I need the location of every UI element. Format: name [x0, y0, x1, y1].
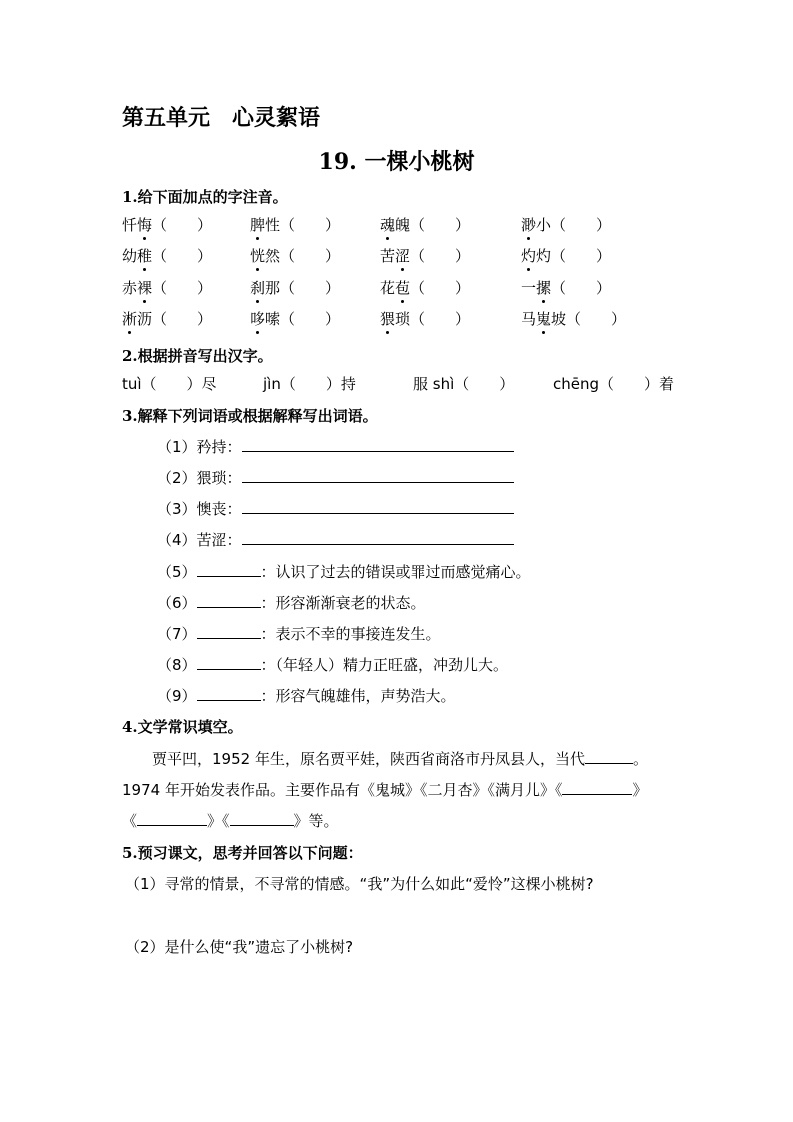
q1-dotted-char: 裸: [137, 279, 153, 297]
q1-item-suffix: 那（ ）: [265, 279, 341, 297]
q2-heading: 2.根据拼音写出汉字。: [122, 347, 273, 365]
q1-item-prefix: 幼: [122, 247, 138, 265]
q3-def-item: （5） ：认识了过去的错误或罪过而感觉痛心。: [157, 563, 531, 581]
q1-item-prefix: 一: [521, 279, 537, 297]
q1-item-suffix: 魄（ ）: [395, 216, 471, 234]
q1-item: [122, 308, 212, 329]
q1-dotted-char: 淅: [122, 310, 138, 328]
answer-line[interactable]: [197, 624, 261, 639]
q1-item-suffix: （ ）: [410, 247, 471, 265]
q1-item: [521, 245, 611, 266]
q2-item: jìn（ ）持: [263, 375, 356, 393]
q1-dotted-char: 猥: [380, 310, 396, 328]
q5-heading: 5.预习课文，思考并回答以下问题：: [122, 844, 363, 862]
answer-line[interactable]: [242, 499, 514, 514]
q1-item: [250, 245, 340, 266]
answer-line[interactable]: [197, 562, 261, 577]
q4-line-2: 1974 年开始发表作品。主要作品有《鬼城》《二月杏》《满月儿》《 》: [122, 781, 648, 799]
q1-dotted-char: 灼: [521, 247, 537, 265]
answer-line[interactable]: [562, 780, 632, 795]
q1-dotted-char: 稚: [137, 247, 153, 265]
q1-dotted-char: 恍: [250, 247, 266, 265]
q5-question-2: （2）是什么使“我”遗忘了小桃树?: [125, 938, 354, 956]
q3-def-item: （9） ：形容气魄雄伟，声势浩大。: [157, 687, 456, 705]
q2-item: tuì（ ）尽: [122, 375, 217, 393]
answer-line[interactable]: [137, 811, 207, 826]
q1-item: [380, 214, 470, 235]
answer-line[interactable]: [585, 749, 633, 764]
q1-item: [250, 308, 340, 329]
q1-item: [122, 214, 212, 235]
q1-item-suffix: 灼（ ）: [536, 247, 612, 265]
lesson-title: 19. 一棵小桃树: [318, 149, 475, 175]
unit-title: 第五单元 心灵絮语: [122, 105, 321, 131]
q1-item-suffix: （ ）: [152, 216, 213, 234]
q3-word-item: （3）懊丧：: [157, 498, 514, 519]
q1-item-suffix: （ ）: [152, 247, 213, 265]
q1-item: [122, 245, 212, 266]
answer-line[interactable]: [242, 437, 514, 452]
q2-item: chēng（ ）着: [553, 375, 675, 393]
q1-item-suffix: 小（ ）: [536, 216, 612, 234]
answer-line[interactable]: [197, 593, 261, 608]
q1-item-suffix: 性（ ）: [265, 216, 341, 234]
answer-line[interactable]: [197, 686, 261, 701]
q1-dotted-char: 涩: [395, 247, 411, 265]
q1-item-prefix: 花: [380, 279, 396, 297]
q1-dotted-char: 苞: [395, 279, 411, 297]
q4-line-3: 《 》《 》等。: [122, 812, 339, 830]
q2-item: 服 shì（ ）: [413, 375, 515, 393]
q1-item: [521, 308, 626, 329]
answer-line[interactable]: [197, 655, 261, 670]
q3-def-item: （8） ：（年轻人）精力正旺盛，冲劲儿大。: [157, 656, 509, 674]
q1-dotted-char: 魂: [380, 216, 396, 234]
q1-item-prefix: 马: [521, 310, 537, 328]
q1-item: [380, 308, 470, 329]
answer-line[interactable]: [230, 811, 294, 826]
q1-dotted-char: 哆: [250, 310, 266, 328]
q3-def-item: （7） ：表示不幸的事接连发生。: [157, 625, 441, 643]
q1-item-suffix: 嗦（ ）: [265, 310, 341, 328]
q1-item-suffix: 坡（ ）: [551, 310, 627, 328]
q3-heading: 3.解释下列词语或根据解释写出词语。: [122, 407, 378, 425]
q1-heading: 1.给下面加点的字注音。: [122, 188, 288, 206]
q3-word-item: （1）矜持：: [157, 436, 514, 457]
q1-item-prefix: 苦: [380, 247, 396, 265]
q1-item-suffix: 沥（ ）: [137, 310, 213, 328]
q1-item: [380, 245, 470, 266]
q1-item: [250, 214, 340, 235]
q1-item: [521, 214, 611, 235]
q1-item-suffix: （ ）: [551, 279, 612, 297]
q1-dotted-char: 嵬: [536, 310, 552, 328]
q3-word-item: （4）苦涩：: [157, 529, 514, 550]
q1-dotted-char: 悔: [137, 216, 153, 234]
q3-word-item: （2）猥琐：: [157, 467, 514, 488]
q4-line-1: 贾平凹，1952 年生，原名贾平娃，陕西省商洛市丹凤县人，当代 。: [152, 750, 648, 768]
q1-item: [250, 277, 340, 298]
q1-item-suffix: （ ）: [152, 279, 213, 297]
q1-item-prefix: 忏: [122, 216, 138, 234]
q4-heading: 4.文学常识填空。: [122, 718, 243, 736]
q1-item-suffix: 然（ ）: [265, 247, 341, 265]
q1-item: [380, 277, 470, 298]
q1-item: [122, 277, 212, 298]
q1-item: [521, 277, 611, 298]
answer-line[interactable]: [242, 468, 514, 483]
q1-dotted-char: 刹: [250, 279, 266, 297]
q1-item-suffix: 琐（ ）: [395, 310, 471, 328]
q5-question-1: （1）寻常的情景，不寻常的情感。“我”为什么如此“爱怜”这棵小桃树?: [125, 875, 594, 893]
q1-item-suffix: （ ）: [410, 279, 471, 297]
q1-dotted-char: 摞: [536, 279, 552, 297]
q3-def-item: （6） ：形容渐渐衰老的状态。: [157, 594, 426, 612]
q1-item-prefix: 赤: [122, 279, 138, 297]
answer-line[interactable]: [242, 530, 514, 545]
q1-dotted-char: 脾: [250, 216, 266, 234]
q1-dotted-char: 渺: [521, 216, 537, 234]
